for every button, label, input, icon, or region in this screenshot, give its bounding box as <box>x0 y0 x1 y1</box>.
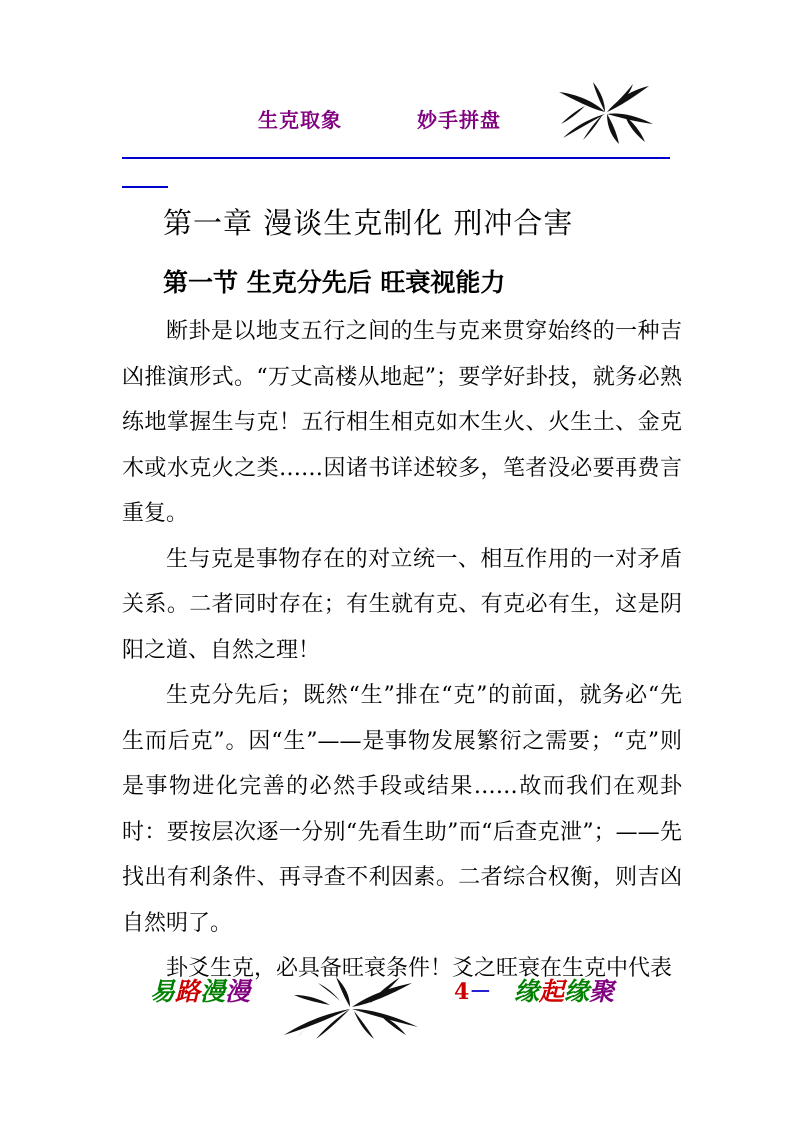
page-number <box>454 975 491 1006</box>
footer-char: 漫 <box>225 977 251 1006</box>
footer-char: 易 <box>150 977 176 1006</box>
chapter-title: 第一章 漫谈生克制化 刑冲合害 <box>163 206 574 240</box>
page-number-dash: － <box>469 979 492 1005</box>
header-title-right: 妙手拼盘 <box>417 108 501 132</box>
footer-char: 起 <box>539 977 565 1006</box>
footer-char: 缘 <box>514 977 540 1006</box>
paragraph: 生克分先后；既然“生”排在“克”的前面，就务必“先生而后克”。因“生”——是事物发展繁衍之需要；“克”则是事物进化完善的必然手段或结果……故而我们在观卦时：要按层次逐一分别“先看生助”而“后查克泄”；——先找出有利条件、再寻查不利因素。二者综合权衡，则吉凶自然明了。 <box>122 683 682 936</box>
page-number-value: 4 <box>454 979 470 1005</box>
header-rule <box>122 157 670 159</box>
bamboo-leaves-icon <box>555 82 655 144</box>
bamboo-leaves-icon <box>280 975 420 1040</box>
header-rule-short <box>122 186 168 188</box>
footer-right-text <box>514 972 614 1008</box>
paragraph: 断卦是以地支五行之间的生与克来贯穿始终的一种吉凶推演形式。“万丈高楼从地起”；要学好卦技，就务必熟练地掌握生与克！五行相生相克如木生火、火生土、金克木或水克火之类……因诸书详述较多，笔者没必要再费言重复。 <box>122 319 682 526</box>
footer-char: 路 <box>175 977 201 1006</box>
body-text <box>122 309 682 992</box>
footer-char: 漫 <box>200 977 226 1006</box>
footer-char: 缘 <box>564 977 590 1006</box>
paragraph: 生与克是事物存在的对立统一、相互作用的一对矛盾关系。二者同时存在；有生就有克、有克必有生，这是阴阳之道、自然之理！ <box>122 546 682 663</box>
footer-char: 聚 <box>589 977 615 1006</box>
footer-left-text <box>150 972 250 1008</box>
header-title-left: 生克取象 <box>258 108 342 132</box>
section-title: 第一节 生克分先后 旺衰视能力 <box>163 268 506 297</box>
paragraph: 卦爻生克，必具备旺衰条件！爻之旺衰在生克中代表 <box>166 956 673 981</box>
